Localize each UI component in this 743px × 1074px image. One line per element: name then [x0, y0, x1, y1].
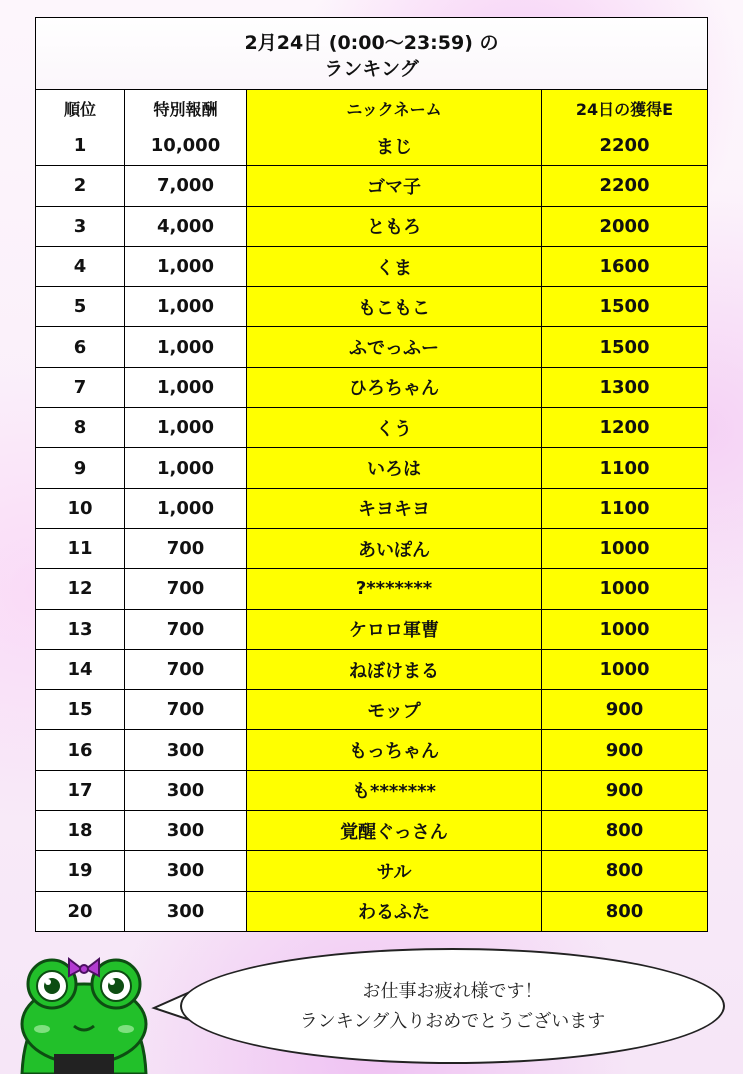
- table-row: [36, 891, 707, 931]
- reward-cell: 300: [125, 851, 247, 891]
- nickname-cell: も*******: [247, 770, 542, 810]
- table-row: [36, 811, 707, 851]
- rank-cell: 15: [36, 690, 125, 730]
- rank-cell: 19: [36, 851, 125, 891]
- reward-cell: 1,000: [125, 327, 247, 367]
- rank-cell: 8: [36, 408, 125, 448]
- nickname-cell: あいぽん: [247, 528, 542, 568]
- reward-cell: 300: [125, 730, 247, 770]
- nickname-cell: ?*******: [247, 569, 542, 609]
- reward-cell: 7,000: [125, 166, 247, 206]
- ranking-table: [36, 90, 707, 931]
- points-cell: 800: [542, 811, 708, 851]
- points-cell: 2200: [542, 126, 708, 166]
- nickname-cell: ねぼけまる: [247, 649, 542, 689]
- message-line1: お仕事お疲れ様です！: [362, 981, 543, 1002]
- points-cell: 1600: [542, 246, 708, 286]
- points-cell: 1200: [542, 408, 708, 448]
- rank-cell: 17: [36, 770, 125, 810]
- points-cell: 900: [542, 690, 708, 730]
- table-row: [36, 166, 707, 206]
- ranking-title-line2: ランキング: [324, 58, 419, 80]
- nickname-cell: サル: [247, 851, 542, 891]
- table-row: [36, 528, 707, 568]
- message-line2: ランキング入りおめでとうございます: [299, 1011, 606, 1032]
- nickname-cell: ふでっふー: [247, 327, 542, 367]
- points-cell: 2000: [542, 206, 708, 246]
- table-header-row: [36, 90, 707, 126]
- reward-cell: 700: [125, 528, 247, 568]
- points-cell: 1000: [542, 569, 708, 609]
- points-cell: 1000: [542, 528, 708, 568]
- header-reward: 特別報酬: [125, 90, 247, 126]
- reward-cell: 700: [125, 569, 247, 609]
- points-cell: 2200: [542, 166, 708, 206]
- reward-cell: 700: [125, 690, 247, 730]
- table-row: [36, 206, 707, 246]
- points-cell: 1100: [542, 448, 708, 488]
- nickname-cell: ひろちゃん: [247, 367, 542, 407]
- nickname-cell: いろは: [247, 448, 542, 488]
- rank-cell: 9: [36, 448, 125, 488]
- rank-cell: 7: [36, 367, 125, 407]
- nickname-cell: ともろ: [247, 206, 542, 246]
- points-cell: 900: [542, 770, 708, 810]
- ranking-title-line1: 2月24日 (0:00〜23:59) の: [244, 32, 499, 54]
- header-rank: 順位: [36, 90, 125, 126]
- points-cell: 800: [542, 891, 708, 931]
- speech-bubble: [150, 948, 740, 1068]
- reward-cell: 1,000: [125, 408, 247, 448]
- nickname-cell: ケロロ軍曹: [247, 609, 542, 649]
- table-row: [36, 126, 707, 166]
- table-row: [36, 609, 707, 649]
- nickname-cell: もこもこ: [247, 287, 542, 327]
- reward-cell: 1,000: [125, 448, 247, 488]
- reward-cell: 4,000: [125, 206, 247, 246]
- header-nickname: ニックネーム: [247, 90, 542, 126]
- reward-cell: 700: [125, 649, 247, 689]
- rank-cell: 3: [36, 206, 125, 246]
- rank-cell: 20: [36, 891, 125, 931]
- reward-cell: 300: [125, 891, 247, 931]
- nickname-cell: キヨキヨ: [247, 488, 542, 528]
- table-row: [36, 690, 707, 730]
- points-cell: 800: [542, 851, 708, 891]
- reward-cell: 300: [125, 811, 247, 851]
- rank-cell: 1: [36, 126, 125, 166]
- reward-cell: 1,000: [125, 287, 247, 327]
- table-row: [36, 488, 707, 528]
- table-row: [36, 327, 707, 367]
- table-row: [36, 569, 707, 609]
- nickname-cell: 覚醒ぐっさん: [247, 811, 542, 851]
- points-cell: 1000: [542, 609, 708, 649]
- nickname-cell: ゴマ子: [247, 166, 542, 206]
- rank-cell: 5: [36, 287, 125, 327]
- rank-cell: 4: [36, 246, 125, 286]
- points-cell: 900: [542, 730, 708, 770]
- table-row: [36, 649, 707, 689]
- points-cell: 1100: [542, 488, 708, 528]
- table-row: [36, 287, 707, 327]
- table-row: [36, 448, 707, 488]
- table-row: [36, 851, 707, 891]
- reward-cell: 700: [125, 609, 247, 649]
- reward-cell: 1,000: [125, 488, 247, 528]
- table-row: [36, 730, 707, 770]
- table-row: [36, 770, 707, 810]
- table-row: [36, 246, 707, 286]
- points-cell: 1500: [542, 287, 708, 327]
- nickname-cell: まじ: [247, 126, 542, 166]
- rank-cell: 16: [36, 730, 125, 770]
- rank-cell: 11: [36, 528, 125, 568]
- points-cell: 1000: [542, 649, 708, 689]
- nickname-cell: もっちゃん: [247, 730, 542, 770]
- reward-cell: 300: [125, 770, 247, 810]
- rank-cell: 2: [36, 166, 125, 206]
- table-row: [36, 367, 707, 407]
- rank-cell: 13: [36, 609, 125, 649]
- header-points: 24日の獲得E: [542, 90, 708, 126]
- speech-bubble-body: [180, 948, 725, 1064]
- reward-cell: 10,000: [125, 126, 247, 166]
- rank-cell: 12: [36, 569, 125, 609]
- reward-cell: 1,000: [125, 367, 247, 407]
- frog-mascot-icon: [14, 954, 154, 1074]
- nickname-cell: くま: [247, 246, 542, 286]
- nickname-cell: モップ: [247, 690, 542, 730]
- nickname-cell: わるふた: [247, 891, 542, 931]
- rank-cell: 6: [36, 327, 125, 367]
- ranking-title: [36, 18, 707, 90]
- points-cell: 1500: [542, 327, 708, 367]
- rank-cell: 18: [36, 811, 125, 851]
- rank-cell: 10: [36, 488, 125, 528]
- nickname-cell: くう: [247, 408, 542, 448]
- table-row: [36, 408, 707, 448]
- reward-cell: 1,000: [125, 246, 247, 286]
- rank-cell: 14: [36, 649, 125, 689]
- ranking-board: [35, 17, 708, 932]
- points-cell: 1300: [542, 367, 708, 407]
